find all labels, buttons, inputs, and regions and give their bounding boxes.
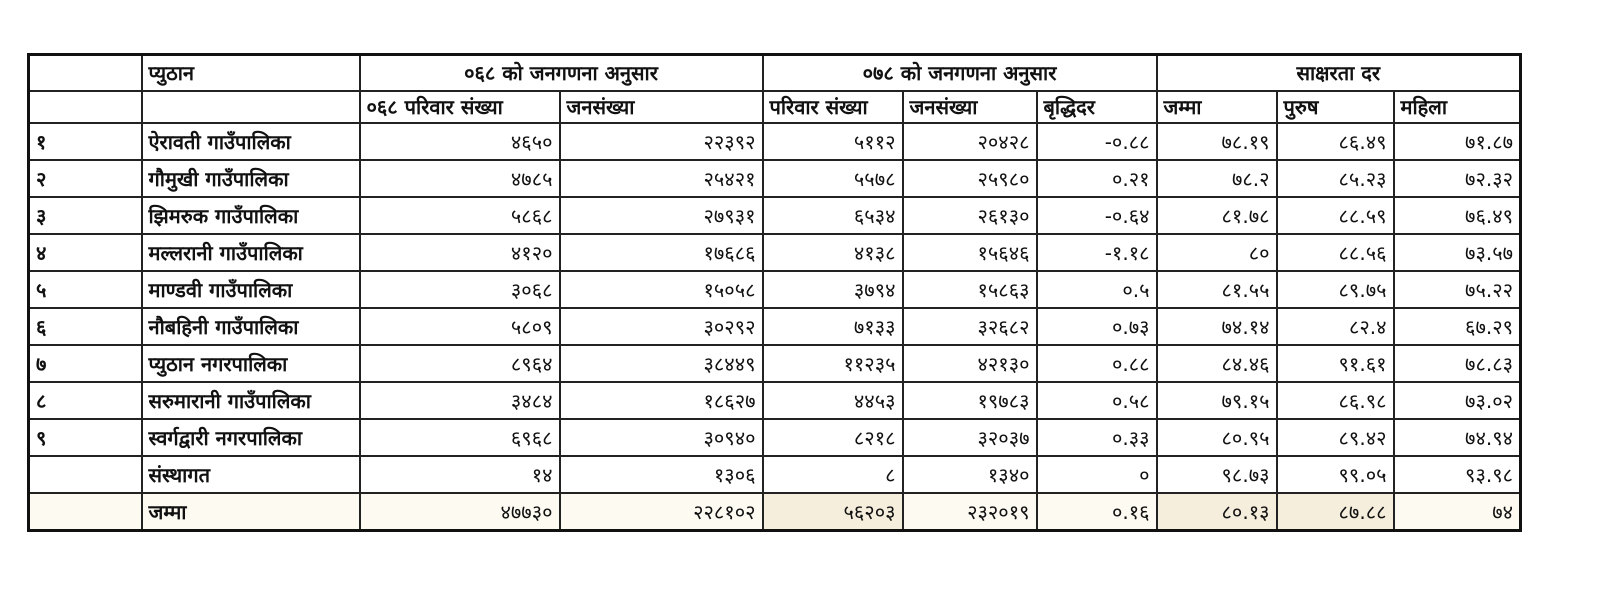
table-row <box>29 123 1521 160</box>
row-literacy-female: ७१.८७ <box>1394 123 1521 160</box>
header-row-groups <box>29 55 1521 92</box>
row-municipality-name: ऐरावती गाउँपालिका <box>142 123 360 160</box>
row-households-2068: ३४८४ <box>360 382 560 419</box>
header-blank-cell <box>29 55 142 92</box>
table-body <box>29 55 1521 531</box>
row-households-2078: ८२१८ <box>763 419 903 456</box>
table-row <box>29 456 1521 493</box>
row-literacy-female: ९३.९८ <box>1394 456 1521 493</box>
header-population-2078: जनसंख्या <box>903 91 1037 123</box>
header-households-2068: ०६८ परिवार संख्या <box>360 91 560 123</box>
total-population-2068: २२८१०२ <box>560 493 763 531</box>
row-literacy-total: ८४.४६ <box>1157 345 1277 382</box>
row-municipality-name: स्वर्गद्वारी नगरपालिका <box>142 419 360 456</box>
row-literacy-female: ७८.८३ <box>1394 345 1521 382</box>
row-households-2068: ४७८५ <box>360 160 560 197</box>
row-growth-rate: -०.८८ <box>1037 123 1157 160</box>
row-index: ३ <box>29 197 142 234</box>
header-group-2068: ०६८ को जनगणना अनुसार <box>360 55 763 92</box>
row-households-2078: ३७९४ <box>763 271 903 308</box>
row-population-2078: १९७८३ <box>903 382 1037 419</box>
row-growth-rate: ०.२१ <box>1037 160 1157 197</box>
total-index-cell <box>29 493 142 531</box>
header-blank-cell <box>29 91 142 123</box>
row-households-2078: ४४५३ <box>763 382 903 419</box>
header-group-literacy: साक्षरता दर <box>1157 55 1521 92</box>
row-literacy-male: ८२.४ <box>1277 308 1394 345</box>
header-literacy-total: जम्मा <box>1157 91 1277 123</box>
row-municipality-name: संस्थागत <box>142 456 360 493</box>
table-row <box>29 234 1521 271</box>
row-households-2068: ५८६८ <box>360 197 560 234</box>
row-growth-rate: -१.१८ <box>1037 234 1157 271</box>
row-population-2068: २२३९२ <box>560 123 763 160</box>
row-households-2078: ४१३८ <box>763 234 903 271</box>
row-municipality-name: प्युठान नगरपालिका <box>142 345 360 382</box>
row-literacy-male: ८५.२३ <box>1277 160 1394 197</box>
row-index: १ <box>29 123 142 160</box>
row-literacy-female: ७६.४९ <box>1394 197 1521 234</box>
header-literacy-male: पुरुष <box>1277 91 1394 123</box>
total-literacy-male: ८७.८८ <box>1277 493 1394 531</box>
census-table <box>27 53 1522 532</box>
row-literacy-female: ७४.९४ <box>1394 419 1521 456</box>
header-population-2068: जनसंख्या <box>560 91 763 123</box>
total-growth-rate: ०.१६ <box>1037 493 1157 531</box>
row-population-2068: २७९३१ <box>560 197 763 234</box>
row-population-2068: १३०६ <box>560 456 763 493</box>
row-index <box>29 456 142 493</box>
row-population-2068: १८६२७ <box>560 382 763 419</box>
row-population-2078: २६१३० <box>903 197 1037 234</box>
header-literacy-female: महिला <box>1394 91 1521 123</box>
header-row-columns <box>29 91 1521 123</box>
row-growth-rate: ० <box>1037 456 1157 493</box>
row-literacy-total: ८०.९५ <box>1157 419 1277 456</box>
row-growth-rate: ०.५ <box>1037 271 1157 308</box>
row-households-2068: ३०६८ <box>360 271 560 308</box>
total-population-2078: २३२०१९ <box>903 493 1037 531</box>
row-literacy-male: ८६.९८ <box>1277 382 1394 419</box>
row-households-2078: ७१३३ <box>763 308 903 345</box>
row-municipality-name: मल्लरानी गाउँपालिका <box>142 234 360 271</box>
row-literacy-male: ८६.४९ <box>1277 123 1394 160</box>
row-literacy-total: ८१.५५ <box>1157 271 1277 308</box>
table-row <box>29 160 1521 197</box>
row-households-2068: १४ <box>360 456 560 493</box>
row-literacy-male: ८९.७५ <box>1277 271 1394 308</box>
row-population-2068: १५०५८ <box>560 271 763 308</box>
total-literacy-total: ८०.१३ <box>1157 493 1277 531</box>
row-municipality-name: सरुमारानी गाउँपालिका <box>142 382 360 419</box>
row-municipality-name: गौमुखी गाउँपालिका <box>142 160 360 197</box>
row-households-2078: ८ <box>763 456 903 493</box>
total-label: जम्मा <box>142 493 360 531</box>
row-literacy-male: ८८.५६ <box>1277 234 1394 271</box>
total-row <box>29 493 1521 531</box>
row-households-2068: ४१२० <box>360 234 560 271</box>
row-population-2078: ३२०३७ <box>903 419 1037 456</box>
row-growth-rate: ०.७३ <box>1037 308 1157 345</box>
table-row <box>29 197 1521 234</box>
row-population-2068: ३८४४९ <box>560 345 763 382</box>
row-growth-rate: ०.३३ <box>1037 419 1157 456</box>
row-growth-rate: -०.६४ <box>1037 197 1157 234</box>
row-households-2068: ४६५० <box>360 123 560 160</box>
row-index: ९ <box>29 419 142 456</box>
header-growth-rate: बृद्धिदर <box>1037 91 1157 123</box>
row-population-2068: ३०९४० <box>560 419 763 456</box>
row-households-2078: ५११२ <box>763 123 903 160</box>
row-households-2078: ११२३५ <box>763 345 903 382</box>
row-literacy-total: ७८.२ <box>1157 160 1277 197</box>
row-households-2078: ५५७८ <box>763 160 903 197</box>
row-population-2068: ३०२९२ <box>560 308 763 345</box>
row-population-2068: १७६८६ <box>560 234 763 271</box>
row-index: ७ <box>29 345 142 382</box>
header-place: प्युठान <box>142 55 360 92</box>
row-municipality-name: माण्डवी गाउँपालिका <box>142 271 360 308</box>
row-index: ४ <box>29 234 142 271</box>
row-growth-rate: ०.८८ <box>1037 345 1157 382</box>
row-index: ८ <box>29 382 142 419</box>
row-literacy-male: ८९.४२ <box>1277 419 1394 456</box>
row-population-2078: १५८६३ <box>903 271 1037 308</box>
table-row <box>29 308 1521 345</box>
header-households-2078: परिवार संख्या <box>763 91 903 123</box>
row-households-2068: ८९६४ <box>360 345 560 382</box>
row-literacy-female: ७३.०२ <box>1394 382 1521 419</box>
row-municipality-name: झिमरुक गाउँपालिका <box>142 197 360 234</box>
table-row <box>29 271 1521 308</box>
row-population-2078: ३२६८२ <box>903 308 1037 345</box>
row-literacy-total: ८० <box>1157 234 1277 271</box>
row-literacy-female: ६७.२९ <box>1394 308 1521 345</box>
row-households-2068: ६९६८ <box>360 419 560 456</box>
row-literacy-female: ७२.३२ <box>1394 160 1521 197</box>
row-literacy-female: ७५.२२ <box>1394 271 1521 308</box>
row-population-2068: २५४२१ <box>560 160 763 197</box>
row-literacy-total: ७४.१४ <box>1157 308 1277 345</box>
total-literacy-female: ७४ <box>1394 493 1521 531</box>
row-index: २ <box>29 160 142 197</box>
row-population-2078: ४२१३० <box>903 345 1037 382</box>
row-literacy-total: ९८.७३ <box>1157 456 1277 493</box>
row-literacy-total: ७८.१९ <box>1157 123 1277 160</box>
row-literacy-total: ७९.१५ <box>1157 382 1277 419</box>
total-households-2078: ५६२०३ <box>763 493 903 531</box>
row-households-2068: ५८०९ <box>360 308 560 345</box>
total-households-2068: ४७७३० <box>360 493 560 531</box>
row-population-2078: १३४० <box>903 456 1037 493</box>
row-population-2078: २५९८० <box>903 160 1037 197</box>
row-growth-rate: ०.५८ <box>1037 382 1157 419</box>
table-row <box>29 382 1521 419</box>
header-group-2078: ०७८ को जनगणना अनुसार <box>763 55 1157 92</box>
census-table-wrapper <box>27 53 1522 532</box>
row-municipality-name: नौबहिनी गाउँपालिका <box>142 308 360 345</box>
row-population-2078: २०४२८ <box>903 123 1037 160</box>
table-row <box>29 419 1521 456</box>
row-literacy-male: ८८.५९ <box>1277 197 1394 234</box>
table-row <box>29 345 1521 382</box>
row-households-2078: ६५३४ <box>763 197 903 234</box>
row-literacy-female: ७३.५७ <box>1394 234 1521 271</box>
row-literacy-male: ९९.०५ <box>1277 456 1394 493</box>
row-index: ६ <box>29 308 142 345</box>
row-index: ५ <box>29 271 142 308</box>
row-literacy-male: ९१.६१ <box>1277 345 1394 382</box>
header-blank-cell <box>142 91 360 123</box>
row-literacy-total: ८१.७८ <box>1157 197 1277 234</box>
row-population-2078: १५६४६ <box>903 234 1037 271</box>
